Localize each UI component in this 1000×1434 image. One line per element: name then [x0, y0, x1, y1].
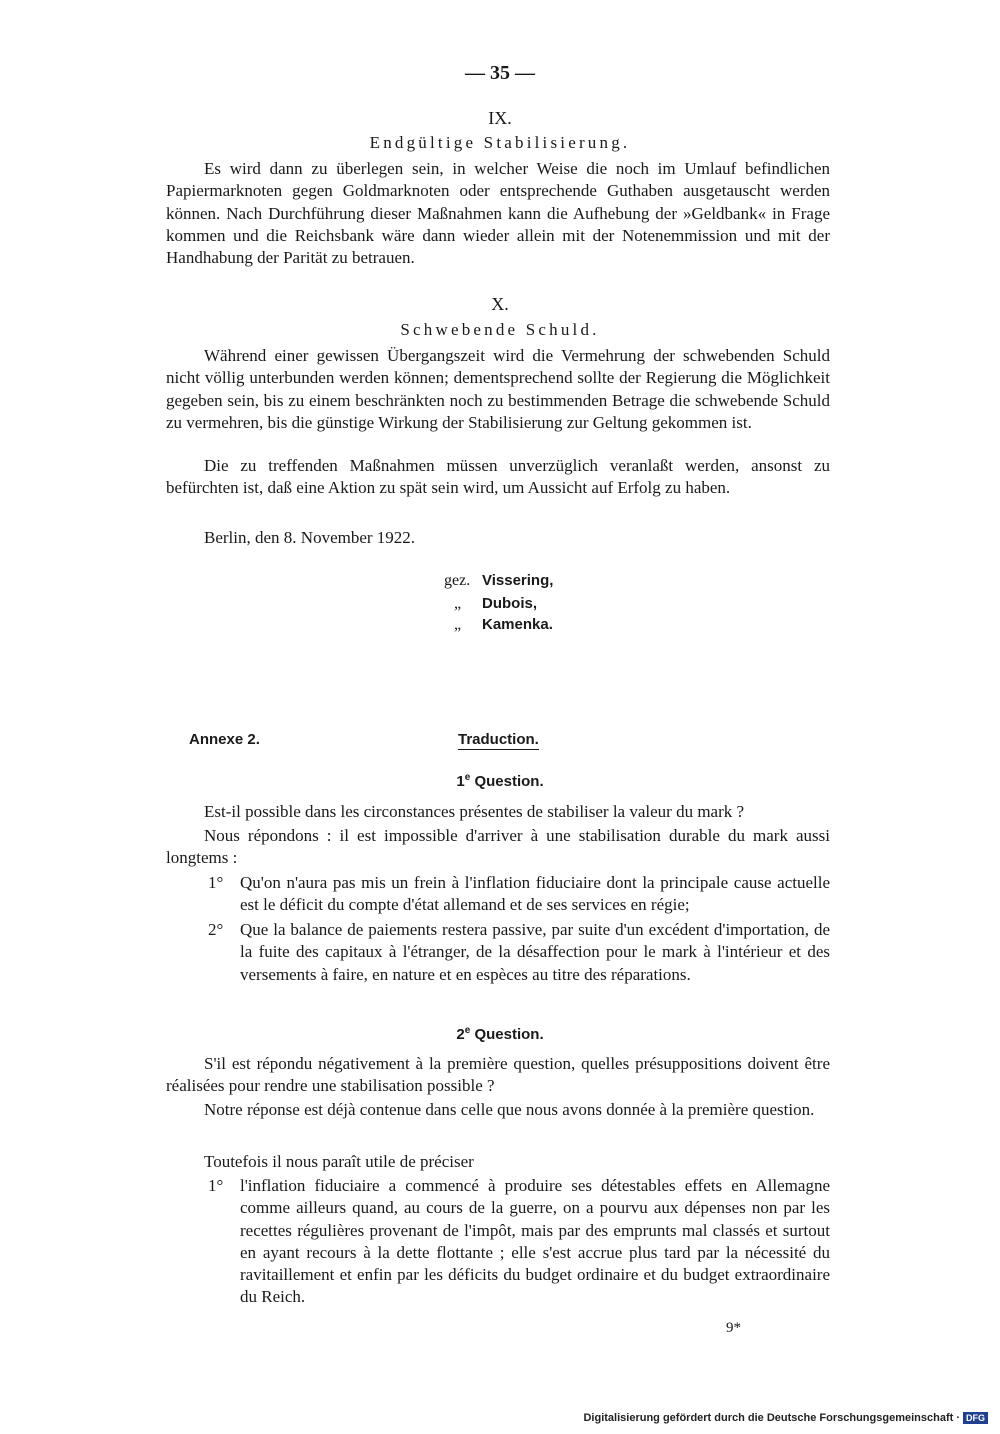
question-2-item [208, 1175, 830, 1309]
section-x-title: Schwebende Schuld. [400, 320, 600, 339]
signature-prefix: „ [454, 595, 462, 612]
signature-row [444, 570, 553, 592]
section-ix-numeral: IX. [488, 108, 512, 128]
signature-name: Vissering, [482, 572, 554, 589]
question-1-label: Question. [470, 773, 544, 790]
annexe-title-text: Traduction. [458, 731, 539, 748]
question-2-label: Question. [470, 1026, 544, 1043]
item-text: Que la balance de paiements restera passive, par suite d'un excédent d'importation, de la fuite des capitaux à l'étranger, de la désaffection pour le mark à l'intérieur et des versements à faire, en nature et en espèces au titre des réparations. [240, 920, 830, 984]
signature-mark: 9* [726, 1320, 741, 1336]
section-x-paragraph-2: Die zu treffenden Maßnahmen müssen unverzüglich veranlaßt werden, ansonst zu befürchten ist, daß eine Aktion zu spät sein wird, um Aussicht auf Erfolg zu haben. [166, 456, 830, 498]
signature-name: Kamenka. [482, 616, 553, 633]
annexe-label: Annexe 2. [189, 731, 260, 748]
section-ix-title: Endgültige Stabilisierung. [369, 133, 631, 152]
item-number: 1° [208, 1176, 224, 1195]
question-2-paragraph-1: S'il est répondu négativement à la première question, quelles présuppositions doivent être réalisées pour rendre une stabilisation possible ? [166, 1054, 830, 1096]
question-1-item [208, 919, 830, 986]
credit-text: Digitalisierung gefördert durch die Deutsche Forschungsgemeinschaft · [583, 1412, 960, 1424]
item-text: Qu'on n'aura pas mis un frein à l'inflation fiduciaire dont la principale cause actuelle est le déficit du compte d'état allemand et de ses services en régie; [240, 873, 830, 915]
question-2-sup: e [464, 1025, 471, 1036]
page-number: — 35 — [465, 62, 535, 84]
item-number: 1° [208, 873, 224, 892]
question-2-heading [0, 1026, 1000, 1043]
question-2-paragraph-2: Notre réponse est déjà contenue dans celle que nous avons donnée à la première question. [204, 1100, 815, 1119]
question-1-heading [0, 773, 1000, 790]
question-1-item [208, 872, 830, 917]
digitization-credit [583, 1412, 988, 1424]
question-1-paragraph-2: Nous répondons : il est impossible d'arriver à une stabilisation durable du mark aussi longtems : [166, 826, 830, 868]
question-1-sup: e [464, 772, 471, 783]
signature-prefix: gez. [444, 572, 471, 589]
question-1-paragraph-1: Est-il possible dans les circonstances présentes de stabiliser la valeur du mark ? [204, 802, 745, 821]
signature-row [444, 593, 537, 615]
signature-row [444, 614, 553, 636]
question-2-number: 2 [456, 1026, 465, 1043]
section-ix-paragraph: Es wird dann zu überlegen sein, in welcher Weise die noch im Umlauf befindlichen Papiermarknoten gegen Goldmarknoten oder entsprechende Guthaben ausgetauscht werden können. Nach Durchführung dieser Maßnahmen kann die Aufhebung der »Geldbank« in Frage kommen und die Reichsbank wäre dann wieder allein mit der Notenemmission und mit der Handhabung der Parität zu betrauen. [166, 159, 830, 268]
item-text: l'inflation fiduciaire a commencé à produire ses détestables effets en Allemagne comme ailleurs quand, au cours de la guerre, on a pourvu aux dépenses non par les recettes régulières provenant de l'impôt, mais par des emprunts mal classés et surtout en ayant recours à la dette flottante ; elle s'est accrue plus tard par la nécessité du ravitaillement et enfin par les déficits du budget ordinaire et du budget extraordinaire du Reich. [240, 1176, 830, 1307]
signature-prefix: „ [454, 616, 462, 633]
section-x-numeral: X. [491, 294, 509, 314]
signature-name: Dubois, [482, 595, 537, 612]
dateline: Berlin, den 8. November 1922. [204, 528, 416, 547]
dfg-logo: DFG [963, 1412, 988, 1424]
annexe-title [458, 731, 539, 748]
question-2-paragraph-3: Toutefois il nous paraît utile de préciser [204, 1152, 474, 1171]
item-number: 2° [208, 920, 224, 939]
section-x-paragraph-1: Während einer gewissen Übergangszeit wird die Vermehrung der schwebenden Schuld nicht völlig unterbunden werden können; dementsprechend sollte der Regierung die Möglichkeit gegeben sein, bis zu einem beschränkten noch zu bestimmenden Betrage die schwebende Schuld zu vermehren, bis die günstige Wirkung der Stabilisierung zur Geltung gekommen ist. [166, 346, 830, 432]
question-1-number: 1 [456, 773, 465, 790]
